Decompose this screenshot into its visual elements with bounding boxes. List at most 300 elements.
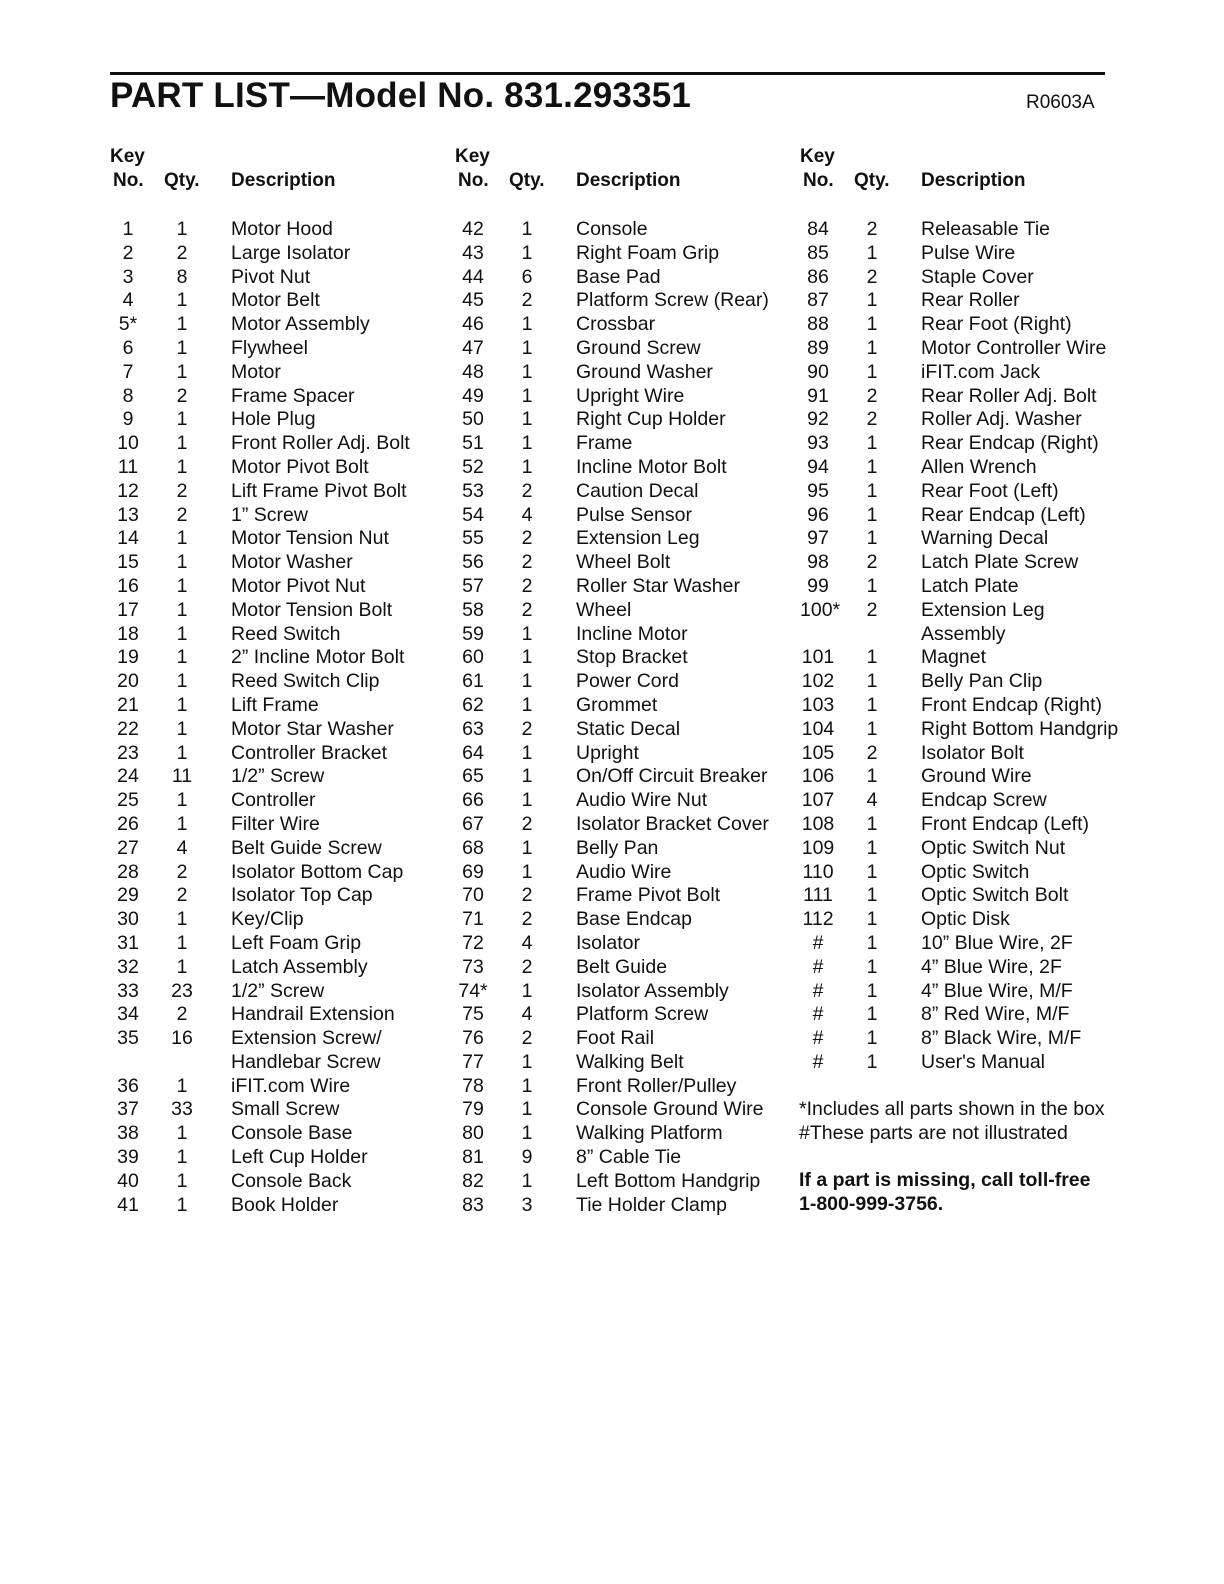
part-description: Walking Platform	[576, 1122, 723, 1145]
part-key-number: #	[812, 931, 824, 954]
part-quantity: 1	[521, 313, 533, 336]
part-description: Motor Tension Bolt	[231, 598, 393, 621]
part-key-number: 98	[807, 551, 829, 574]
part-key-number: 64	[462, 741, 484, 764]
part-description: Console Ground Wire	[576, 1098, 764, 1121]
part-key-number: 43	[462, 241, 484, 264]
part-quantity: 1	[521, 241, 533, 264]
part-description: Rear Roller	[921, 289, 1020, 312]
part-description: Staple Cover	[921, 265, 1034, 288]
part-description: Rear Endcap (Right)	[921, 432, 1099, 455]
part-description: Controller	[231, 789, 316, 812]
part-description: Book Holder	[231, 1193, 339, 1216]
part-description: Handlebar Screw	[231, 1050, 381, 1073]
part-key-number: 6	[122, 336, 134, 359]
part-key-number: 66	[462, 789, 484, 812]
part-description: Reed Switch	[231, 622, 341, 645]
part-key-number: 104	[801, 717, 835, 740]
part-key-number: 8	[122, 384, 134, 407]
part-description: Isolator Bottom Cap	[231, 860, 404, 883]
part-description: Motor Belt	[231, 289, 320, 312]
part-description: Right Bottom Handgrip	[921, 717, 1119, 740]
part-quantity: 2	[866, 218, 878, 240]
part-key-number: 28	[117, 860, 139, 883]
part-description: Ground Washer	[576, 360, 713, 383]
part-key-number: 91	[807, 384, 829, 407]
part-key-number: 45	[462, 289, 484, 312]
part-key-number: 61	[462, 670, 484, 693]
part-key-number: 4	[122, 289, 134, 312]
part-description: Front Endcap (Right)	[921, 693, 1102, 716]
part-description: Latch Plate	[921, 574, 1019, 597]
key-header-top: Key	[800, 146, 835, 167]
part-description: Wheel Bolt	[576, 551, 671, 574]
part-quantity: 4	[866, 789, 878, 812]
part-quantity: 11	[171, 765, 193, 788]
part-quantity: 1	[176, 955, 188, 978]
part-key-number: 58	[462, 598, 484, 621]
part-quantity: 1	[866, 717, 878, 740]
part-quantity: 1	[866, 313, 878, 336]
part-key-number: 39	[117, 1146, 139, 1169]
part-key-number: #	[812, 1003, 824, 1026]
part-description: Left Foam Grip	[231, 931, 362, 954]
part-description: Rear Endcap (Left)	[921, 503, 1086, 526]
part-key-number: 56	[462, 551, 484, 574]
qty-header: Qty.	[854, 170, 890, 191]
part-quantity: 1	[176, 1169, 188, 1192]
part-quantity: 1	[866, 289, 878, 312]
part-key-number: 71	[462, 908, 484, 931]
part-description: Power Cord	[576, 670, 679, 693]
includes-note: *Includes all parts shown in the box	[799, 1098, 1105, 1120]
part-description: Front Roller Adj. Bolt	[231, 432, 410, 455]
part-description: Flywheel	[231, 336, 308, 359]
part-key-number: 16	[117, 574, 139, 597]
part-key-number: 31	[117, 931, 139, 954]
part-description: Isolator Bracket Cover	[576, 812, 769, 835]
part-quantity: 6	[521, 265, 533, 288]
part-quantity: 1	[176, 1146, 188, 1169]
part-key-number: 83	[462, 1193, 484, 1216]
part-description: Console Base	[231, 1122, 353, 1145]
part-description: Front Roller/Pulley	[576, 1074, 737, 1097]
part-quantity: 2	[521, 574, 533, 597]
part-key-number: 37	[117, 1098, 139, 1121]
part-description: Roller Adj. Washer	[921, 408, 1082, 431]
part-description: Crossbar	[576, 313, 656, 336]
part-description: Large Isolator	[231, 241, 351, 264]
part-key-number: 78	[462, 1074, 484, 1097]
part-key-number: #	[812, 979, 824, 1002]
part-description: Releasable Tie	[921, 218, 1050, 240]
part-key-number: 50	[462, 408, 484, 431]
qty-header: Qty.	[164, 170, 200, 191]
part-description: Motor Assembly	[231, 313, 370, 336]
part-key-number: 65	[462, 765, 484, 788]
part-description: Base Pad	[576, 265, 661, 288]
missing-part-note: If a part is missing, call toll-free	[799, 1169, 1091, 1192]
part-description: Incline Motor Bolt	[576, 455, 727, 478]
part-description: Pivot Nut	[231, 265, 311, 288]
part-key-number: 84	[807, 218, 829, 240]
part-quantity: 1	[176, 717, 188, 740]
part-description: Incline Motor	[576, 622, 688, 645]
part-key-number: 109	[801, 836, 835, 859]
part-quantity: 1	[176, 289, 188, 312]
part-key-number: 40	[117, 1169, 139, 1192]
part-description: Isolator Top Cap	[231, 884, 373, 907]
part-description: Left Cup Holder	[231, 1146, 368, 1169]
part-key-number: 105	[801, 741, 835, 764]
part-quantity: 4	[521, 503, 533, 526]
part-description: Tie Holder Clamp	[576, 1193, 727, 1216]
part-key-number: 38	[117, 1122, 139, 1145]
part-description: Small Screw	[231, 1098, 340, 1121]
part-quantity: 2	[866, 265, 878, 288]
title-rule	[110, 72, 1105, 75]
part-quantity: 2	[866, 741, 878, 764]
part-quantity: 1	[521, 336, 533, 359]
part-quantity: 1	[176, 408, 188, 431]
part-quantity: 2	[521, 551, 533, 574]
part-description: iFIT.com Jack	[921, 360, 1041, 383]
part-description: 1/2” Screw	[231, 765, 325, 788]
part-quantity: 1	[521, 789, 533, 812]
part-description: Optic Switch	[921, 860, 1030, 883]
part-quantity: 1	[521, 1098, 533, 1121]
part-description: Pulse Sensor	[576, 503, 692, 526]
part-key-number: 55	[462, 527, 484, 550]
part-key-number: 80	[462, 1122, 484, 1145]
part-key-number: 54	[462, 503, 484, 526]
description-header: Description	[576, 170, 681, 191]
part-quantity: 2	[521, 1027, 533, 1050]
part-quantity: 1	[176, 741, 188, 764]
part-key-number: 18	[117, 622, 139, 645]
part-quantity: 1	[176, 313, 188, 336]
part-quantity: 2	[866, 384, 878, 407]
part-description: 8” Red Wire, M/F	[921, 1003, 1070, 1026]
part-key-number: 35	[117, 1027, 139, 1050]
part-quantity: 2	[521, 717, 533, 740]
part-description: Walking Belt	[576, 1050, 684, 1073]
part-quantity: 9	[521, 1146, 533, 1169]
part-key-number: 85	[807, 241, 829, 264]
part-quantity: 1	[176, 646, 188, 669]
part-quantity: 1	[866, 812, 878, 835]
part-key-number: 72	[462, 931, 484, 954]
part-key-number: 68	[462, 836, 484, 859]
part-quantity: 1	[866, 479, 878, 502]
part-quantity: 2	[866, 551, 878, 574]
part-quantity: 2	[521, 598, 533, 621]
part-quantity: 2	[521, 812, 533, 835]
part-description: Extension Screw/	[231, 1027, 382, 1050]
part-key-number: #	[812, 1050, 824, 1073]
part-quantity: 1	[866, 1050, 878, 1073]
part-quantity: 1	[866, 455, 878, 478]
part-key-number: 52	[462, 455, 484, 478]
part-description: Extension Leg	[921, 598, 1045, 621]
part-key-number: 22	[117, 717, 139, 740]
part-quantity: 1	[521, 1169, 533, 1192]
part-quantity: 1	[866, 1027, 878, 1050]
part-quantity: 1	[866, 884, 878, 907]
part-key-number: 27	[117, 836, 139, 859]
part-key-number: 70	[462, 884, 484, 907]
part-key-number: 95	[807, 479, 829, 502]
part-description: Motor Controller Wire	[921, 336, 1107, 359]
part-key-number: 49	[462, 384, 484, 407]
part-quantity: 4	[176, 836, 188, 859]
part-quantity: 4	[521, 1003, 533, 1026]
page-title: PART LIST—Model No. 831.293351	[110, 76, 692, 115]
part-key-number: 101	[801, 646, 835, 669]
part-quantity: 1	[866, 979, 878, 1002]
part-quantity: 1	[866, 836, 878, 859]
part-key-number: 81	[462, 1146, 484, 1169]
part-key-number: 53	[462, 479, 484, 502]
part-description: Console	[576, 218, 648, 240]
part-description: Stop Bracket	[576, 646, 688, 669]
part-description: Right Foam Grip	[576, 241, 720, 264]
part-description: Motor Star Washer	[231, 717, 394, 740]
part-description: Handrail Extension	[231, 1003, 395, 1026]
part-key-number: 7	[122, 360, 134, 383]
part-description: Foot Rail	[576, 1027, 655, 1050]
part-key-number: 33	[117, 979, 139, 1002]
part-description: Reed Switch Clip	[231, 670, 380, 693]
part-description: Right Cup Holder	[576, 408, 726, 431]
part-description: Ground Screw	[576, 336, 701, 359]
part-description: Motor Washer	[231, 551, 353, 574]
part-description: Motor Hood	[231, 218, 333, 240]
part-key-number: #	[812, 1027, 824, 1050]
part-quantity: 1	[521, 741, 533, 764]
part-description: On/Off Circuit Breaker	[576, 765, 768, 788]
part-quantity: 2	[176, 860, 188, 883]
part-quantity: 1	[176, 1074, 188, 1097]
part-key-number: 47	[462, 336, 484, 359]
part-description: Extension Leg	[576, 527, 700, 550]
part-key-number: 107	[801, 789, 835, 812]
part-key-number: 74*	[458, 979, 488, 1002]
part-quantity: 1	[521, 1122, 533, 1145]
part-description: 1/2” Screw	[231, 979, 325, 1002]
part-description: Isolator Bolt	[921, 741, 1024, 764]
part-quantity: 1	[521, 384, 533, 407]
part-quantity: 8	[176, 265, 188, 288]
part-description: Frame Spacer	[231, 384, 355, 407]
key-header-bottom: No.	[458, 170, 489, 191]
part-key-number: 21	[117, 693, 139, 716]
part-key-number: 108	[801, 812, 835, 835]
part-key-number: 36	[117, 1074, 139, 1097]
part-key-number: 42	[462, 218, 484, 240]
description-header: Description	[231, 170, 336, 191]
part-key-number: 63	[462, 717, 484, 740]
part-quantity: 1	[521, 765, 533, 788]
part-description: Optic Disk	[921, 908, 1010, 931]
part-key-number: 69	[462, 860, 484, 883]
document-code: R0603A	[1026, 92, 1095, 113]
part-description: Lift Frame	[231, 693, 319, 716]
part-quantity: 33	[171, 1098, 193, 1121]
part-quantity: 1	[866, 931, 878, 954]
part-description: Base Endcap	[576, 908, 693, 931]
part-quantity: 1	[176, 551, 188, 574]
part-key-number: 11	[117, 455, 139, 478]
part-key-number: 5*	[118, 313, 138, 336]
part-description: 8” Black Wire, M/F	[921, 1027, 1082, 1050]
part-quantity: 4	[521, 931, 533, 954]
part-quantity: 2	[176, 503, 188, 526]
part-quantity: 1	[866, 241, 878, 264]
part-quantity: 1	[176, 931, 188, 954]
part-key-number: 20	[117, 670, 139, 693]
part-quantity: 1	[521, 979, 533, 1002]
part-quantity: 1	[866, 503, 878, 526]
part-key-number: 75	[462, 1003, 484, 1026]
part-quantity: 2	[521, 884, 533, 907]
part-key-number: 111	[803, 884, 833, 907]
part-key-number: 57	[462, 574, 484, 597]
part-quantity: 1	[176, 693, 188, 716]
part-key-number: 60	[462, 646, 484, 669]
part-description: Caution Decal	[576, 479, 699, 502]
part-quantity: 2	[521, 908, 533, 931]
part-key-number: 100*	[800, 598, 841, 621]
part-key-number: 2	[122, 241, 134, 264]
part-quantity: 1	[176, 574, 188, 597]
part-key-number: 9	[122, 408, 134, 431]
part-description: 4” Blue Wire, M/F	[921, 979, 1073, 1002]
part-description: Grommet	[576, 693, 658, 716]
part-key-number: 25	[117, 789, 139, 812]
part-description: Belly Pan Clip	[921, 670, 1043, 693]
part-key-number: 12	[117, 479, 139, 502]
part-description: Magnet	[921, 646, 987, 669]
part-description: Upright	[576, 741, 639, 764]
qty-header: Qty.	[509, 170, 545, 191]
part-quantity: 1	[176, 527, 188, 550]
part-quantity: 2	[521, 289, 533, 312]
part-description: Belt Guide	[576, 955, 668, 978]
part-key-number: 106	[801, 765, 835, 788]
part-key-number: 89	[807, 336, 829, 359]
part-key-number: 92	[807, 408, 829, 431]
part-quantity: 1	[521, 693, 533, 716]
part-quantity: 2	[176, 384, 188, 407]
part-description: Optic Switch Nut	[921, 836, 1066, 859]
part-quantity: 2	[521, 955, 533, 978]
part-quantity: 1	[521, 432, 533, 455]
part-description: Static Decal	[576, 717, 681, 740]
part-key-number: 19	[117, 646, 139, 669]
part-quantity: 1	[176, 455, 188, 478]
part-quantity: 1	[866, 527, 878, 550]
part-description: 8” Cable Tie	[576, 1146, 682, 1169]
part-key-number: 110	[802, 860, 834, 883]
part-quantity: 1	[176, 432, 188, 455]
part-key-number: 102	[801, 670, 835, 693]
part-description: Front Endcap (Left)	[921, 812, 1089, 835]
part-quantity: 1	[176, 789, 188, 812]
part-description: Roller Star Washer	[576, 574, 740, 597]
part-key-number: 17	[117, 598, 139, 621]
part-description: Rear Foot (Right)	[921, 313, 1072, 336]
part-quantity: 2	[176, 241, 188, 264]
part-key-number: 94	[807, 455, 829, 478]
part-description: Allen Wrench	[921, 455, 1037, 478]
part-description: Isolator	[576, 931, 640, 954]
part-description: Controller Bracket	[231, 741, 388, 764]
part-quantity: 1	[521, 408, 533, 431]
part-key-number: 46	[462, 313, 484, 336]
part-description: Belly Pan	[576, 836, 659, 859]
part-description: 1” Screw	[231, 503, 308, 526]
part-quantity: 1	[866, 1003, 878, 1026]
part-description: Platform Screw	[576, 1003, 709, 1026]
part-description: Optic Switch Bolt	[921, 884, 1069, 907]
part-key-number: 26	[117, 812, 139, 835]
part-key-number: 88	[807, 313, 829, 336]
part-description: Audio Wire	[576, 860, 672, 883]
part-key-number: 112	[802, 908, 834, 931]
part-description: Isolator Assembly	[576, 979, 729, 1002]
part-quantity: 1	[866, 670, 878, 693]
part-key-number: 1	[122, 218, 134, 240]
part-key-number: 32	[117, 955, 139, 978]
part-quantity: 1	[176, 218, 188, 240]
part-key-number: 90	[807, 360, 829, 383]
part-key-number: 86	[807, 265, 829, 288]
part-quantity: 1	[176, 622, 188, 645]
part-quantity: 1	[866, 860, 878, 883]
part-key-number: 96	[807, 503, 829, 526]
part-key-number: 59	[462, 622, 484, 645]
part-description: Latch Plate Screw	[921, 551, 1079, 574]
part-description: Frame	[576, 432, 633, 455]
part-quantity: 1	[521, 836, 533, 859]
part-quantity: 2	[521, 527, 533, 550]
part-description: Motor	[231, 360, 281, 383]
part-description: Endcap Screw	[921, 789, 1047, 812]
part-description: Hole Plug	[231, 408, 316, 431]
part-quantity: 1	[521, 1074, 533, 1097]
not-illustrated-note: #These parts are not illustrated	[799, 1121, 1068, 1144]
part-key-number: 13	[117, 503, 139, 526]
part-description: Belt Guide Screw	[231, 836, 382, 859]
part-key-number: 82	[462, 1169, 484, 1192]
key-header-bottom: No.	[803, 170, 834, 191]
part-description: Left Bottom Handgrip	[576, 1169, 761, 1192]
part-key-number: 15	[117, 551, 139, 574]
key-header-top: Key	[110, 146, 145, 167]
part-quantity: 1	[866, 693, 878, 716]
part-key-number: 29	[117, 884, 139, 907]
part-quantity: 1	[866, 360, 878, 383]
part-key-number: 93	[807, 432, 829, 455]
part-key-number: 67	[462, 812, 484, 835]
part-quantity: 1	[521, 455, 533, 478]
part-quantity: 1	[866, 646, 878, 669]
part-quantity: 2	[866, 598, 878, 621]
description-header: Description	[921, 170, 1026, 191]
part-key-number: 14	[117, 527, 139, 550]
part-quantity: 1	[176, 1122, 188, 1145]
